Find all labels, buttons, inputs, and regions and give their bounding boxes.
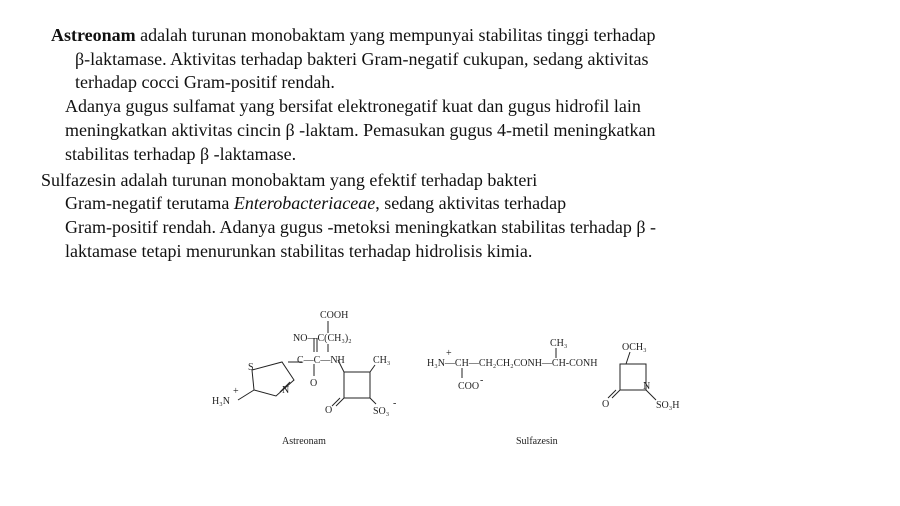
astreonam-paragraph-line-3: terhadap cocci Gram-positif rendah. <box>75 72 335 92</box>
astreonam-ring-n-label: N <box>282 385 290 396</box>
sulfazesin-carboxylate-label: COO <box>458 381 480 392</box>
enterobacteriaceae-term: Enterobacteriaceae <box>233 193 376 213</box>
astreonam-caption: Astreonam <box>282 436 326 447</box>
astreonam-term: Astreonam <box>51 25 136 45</box>
sulfazesin-lactam-o-label: O <box>602 399 610 410</box>
sulfazesin-paragraph-line-3: Gram-positif rendah. Adanya gugus -metoksi meningkatkan stabilitas terhadap β - <box>65 217 657 237</box>
sulfazesin-labels <box>427 338 680 447</box>
astreonam-amide-label: C—C—NH <box>297 355 345 366</box>
astreonam-amine-label: H₃N <box>212 396 230 407</box>
sulfazesin-carboxylate-charge: - <box>480 375 484 386</box>
astreonam-paragraph-line-2: β-laktamase. Aktivitas terhadap bakteri Gram-negatif cukupan, sedang aktivitas <box>75 49 649 69</box>
sulfazesin-methoxy-label: OCH₃ <box>622 342 647 353</box>
sulfazesin-paragraph-line-1: Sulfazesin adalah turunan monobaktam yang efektif terhadap bakteri <box>41 170 538 190</box>
sulfazesin-sulfonic-label: SO₃H <box>656 400 680 411</box>
astreonam-paragraph-line-6: stabilitas terhadap β -laktamase. <box>65 144 297 164</box>
astreonam-labels <box>212 310 396 447</box>
astreonam-oxime-label: NO—C(CH₃)₂ <box>293 333 352 344</box>
astreonam-paragraph-line-5: meningkatkan aktivitas cincin β -laktam. Pemasukan gugus 4-metil meningkatkan <box>65 120 656 140</box>
sulfazesin-structure <box>462 348 656 400</box>
astreonam-amine-charge: + <box>233 386 239 397</box>
sulfazesin-caption: Sulfazesin <box>516 436 558 447</box>
sulfazesin-paragraph-line-4: laktamase tetapi menurunkan stabilitas terhadap hidrolisis kimia. <box>65 241 533 261</box>
sulfazesin-methyl-label: CH₃ <box>550 338 568 349</box>
astreonam-ring-s-label: S <box>248 362 254 373</box>
astreonam-paragraph-line-4: Adanya gugus sulfamat yang bersifat elektronegatif kuat dan gugus hidrofil lain <box>65 96 641 116</box>
astreonam-lactam-o-label: O <box>325 405 333 416</box>
sulfazesin-chain-label: H₃N—CH—CH₂CH₂CONH—CH-CONH <box>427 358 598 369</box>
sulfazesin-paragraph-line-2 <box>65 192 566 214</box>
astreonam-carbonyl-o-label: O <box>310 378 318 389</box>
astreonam-methyl-label: CH₃ <box>373 355 391 366</box>
astreonam-sulfonate-label: SO₃ <box>373 406 390 417</box>
structure-figure <box>190 300 720 460</box>
astreonam-sulfonate-charge: - <box>393 398 397 409</box>
sulfazesin-line-2-start: Gram-negatif terutama <box>65 193 234 213</box>
chemical-structures-diagram <box>190 300 720 460</box>
sulfazesin-amine-charge: + <box>446 348 452 359</box>
astreonam-intro-text: adalah turunan monobaktam yang mempunyai stabilitas tinggi terhadap <box>135 25 656 45</box>
astreonam-paragraph-line-1 <box>51 24 656 46</box>
astreonam-cooh-label: COOH <box>320 310 349 321</box>
sulfazesin-line-2-end: , sedang aktivitas terhadap <box>375 193 567 213</box>
sulfazesin-lactam-n-label: N <box>643 381 651 392</box>
